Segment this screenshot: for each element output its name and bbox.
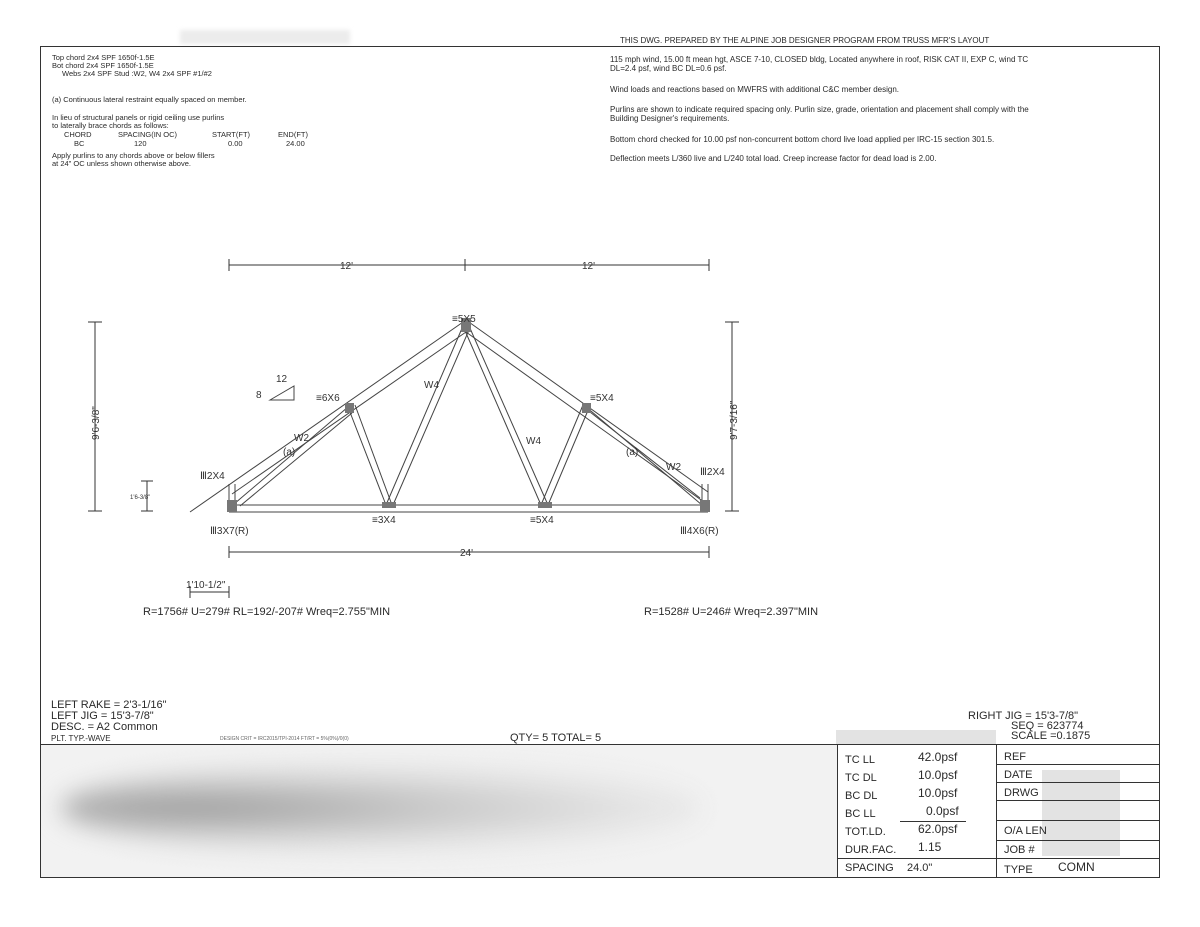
heel-label: 1'6-3/8"	[130, 495, 151, 501]
plate-label-bot-left: ≡3X4	[372, 515, 396, 526]
purlin-line: to laterally brace chords as follows:	[52, 121, 169, 130]
plate-left-support	[227, 500, 237, 512]
note-line: Deflection meets L/360 live and L/240 total load. Creep increase factor for dead load is 2.00.	[610, 154, 937, 163]
field-date: DATE	[1004, 769, 1033, 781]
material-line: Webs 2x4 SPF Stud :W2, W4 2x4 SPF #1/#2	[62, 69, 212, 78]
plate-right-support	[700, 500, 710, 512]
field-drwg: DRWG	[1004, 787, 1039, 799]
row-line	[996, 820, 1160, 821]
purlin-line: Apply purlins to any chords above or below fillers	[52, 151, 215, 160]
description: DESC. = A2 Common	[51, 721, 158, 733]
span-right-label: 12'	[582, 261, 596, 272]
purlin-line: In lieu of structural panels or rigid ceiling use purlins	[52, 113, 225, 122]
purlin-cell: 0.00	[228, 139, 243, 148]
purlin-header: START(FT)	[212, 130, 251, 139]
load-value: 1.15	[918, 840, 942, 854]
height-left-label: 9'6-3/8"	[91, 406, 102, 440]
web-w4-right	[469, 326, 548, 505]
web-left-vert	[348, 407, 386, 505]
note-line: Bottom chord checked for 10.00 psf non-concurrent bottom chord live load applied per IRC-15 section 301.5.	[610, 135, 995, 144]
plate-label-bot-right: ≡5X4	[530, 515, 554, 526]
material-line: Top chord 2x4 SPF 1650f-1.5E	[52, 53, 155, 62]
web-left-vert	[355, 405, 392, 505]
plate-type: PLT. TYP.-WAVE	[51, 734, 111, 743]
field-ref: REF	[1004, 751, 1026, 763]
plate-label-right-heel: Ⅲ2X4	[700, 467, 725, 478]
purlin-cell: 24.00	[286, 139, 305, 148]
web-w4-left	[386, 326, 463, 505]
load-value: 10.0psf	[918, 768, 958, 782]
plate-label-left-upper: ≡6X6	[316, 393, 340, 404]
redacted-footer	[41, 745, 837, 877]
web-w2-right	[585, 406, 702, 505]
load-value: 24.0"	[907, 862, 933, 874]
note-line: Wind loads and reactions based on MWFRS with additional C&C member design.	[610, 85, 900, 94]
header-note: THIS DWG. PREPARED BY THE ALPINE JOB DESIGNER PROGRAM FROM TRUSS MFR'S LAYOUT	[620, 36, 990, 45]
web-right-vert	[541, 405, 583, 505]
left-rake: LEFT RAKE = 2'3-1/16"	[51, 699, 167, 711]
restraint-note: (a) Continuous lateral restraint equally spaced on member.	[52, 95, 247, 104]
quantity: QTY= 5 TOTAL= 5	[510, 732, 602, 744]
right-jig: RIGHT JIG = 15'3-7/8"	[968, 710, 1079, 722]
plate-label-right-support: Ⅲ4X6(R)	[680, 526, 719, 537]
type-value: COMN	[1058, 860, 1095, 874]
purlin-header: SPACING(IN OC)	[118, 130, 178, 139]
plate-label-left-heel: Ⅲ2X4	[200, 471, 225, 482]
load-value: 0.0psf	[926, 804, 959, 818]
pitch-rise: 8	[256, 390, 262, 401]
web-right-vert	[548, 408, 589, 505]
load-label: SPACING	[845, 862, 894, 874]
field-type: TYPE	[1004, 864, 1033, 876]
web-label: W2	[294, 433, 309, 444]
reaction-right: R=1528# U=246# Wreq=2.397"MIN	[644, 606, 819, 618]
span-total-label: 24'	[460, 548, 474, 559]
purlin-line: at 24" OC unless shown otherwise above.	[52, 159, 191, 168]
purlin-header: END(FT)	[278, 130, 308, 139]
note-line: Building Designer's requirements.	[610, 114, 730, 123]
seq-number: SEQ = 623774	[1011, 720, 1084, 732]
load-value: 62.0psf	[918, 822, 958, 836]
purlin-cell: 120	[134, 139, 147, 148]
plate-label-right-upper: ≡5X4	[590, 393, 614, 404]
reaction-left: R=1756# U=279# RL=192/-207# Wreq=2.755"MIN	[143, 606, 391, 618]
web-w2-left	[240, 413, 352, 506]
pitch-run: 12	[276, 374, 288, 385]
purlin-header: CHORD	[64, 130, 92, 139]
field-job: JOB #	[1004, 844, 1035, 856]
load-label: TC LL	[845, 754, 875, 766]
field-oa-len: O/A LEN	[1004, 825, 1047, 837]
restraint-label: (a)	[283, 447, 296, 458]
plate-bot-right	[538, 502, 552, 508]
row-line	[837, 858, 996, 859]
load-label: TOT.LD.	[845, 826, 886, 838]
row-line	[996, 800, 1160, 801]
row-line	[996, 782, 1160, 783]
purlin-cell: BC	[74, 139, 85, 148]
left-jig: LEFT JIG = 15'3-7/8"	[51, 710, 154, 722]
height-right-label: 9'7-3/16"	[729, 400, 740, 440]
design-criteria: DESIGN CRIT = IRC2015/TPI-2014 FT/RT = 5%(0%)/0(0)	[220, 736, 349, 742]
web-label: W4	[424, 380, 439, 391]
row-line	[996, 858, 1160, 859]
row-line	[996, 764, 1160, 765]
load-value: 42.0psf	[918, 750, 958, 764]
note-line: DL=2.4 psf, wind BC DL=0.6 psf.	[610, 64, 727, 73]
restraint-label: (a)	[626, 447, 639, 458]
plate-bot-left	[382, 502, 396, 508]
pitch-triangle	[270, 386, 294, 400]
plate-left-upper	[345, 403, 354, 413]
plate-right-upper	[582, 403, 591, 413]
scale: SCALE =0.1875	[1011, 730, 1091, 742]
load-label: DUR.FAC.	[845, 844, 897, 856]
load-label: BC DL	[845, 790, 878, 802]
redacted-field	[836, 730, 996, 744]
web-w2-right	[590, 412, 700, 498]
note-line: 115 mph wind, 15.00 ft mean hgt, ASCE 7-10, CLOSED bldg, Located anywhere in roof, RISK CAT II, EXP C, wind TC	[610, 55, 1029, 64]
plate-label-left-support: Ⅲ3X7(R)	[210, 526, 249, 537]
note-line: Purlins are shown to indicate required spacing only. Purlin size, grade, orientation and placement shall comply with the	[610, 105, 1029, 114]
web-label: W2	[666, 462, 681, 473]
load-label: BC LL	[845, 808, 876, 820]
span-left-label: 12'	[340, 261, 354, 272]
plate-label-peak: ≡5X5	[452, 314, 476, 325]
overhang-label: 1'10-1/2"	[186, 580, 226, 591]
load-label: TC DL	[845, 772, 877, 784]
load-value: 10.0psf	[918, 786, 958, 800]
row-line	[996, 840, 1160, 841]
web-label: W4	[526, 436, 541, 447]
material-line: Bot chord 2x4 SPF 1650f-1.5E	[52, 61, 154, 70]
web-w4-right	[463, 326, 541, 505]
